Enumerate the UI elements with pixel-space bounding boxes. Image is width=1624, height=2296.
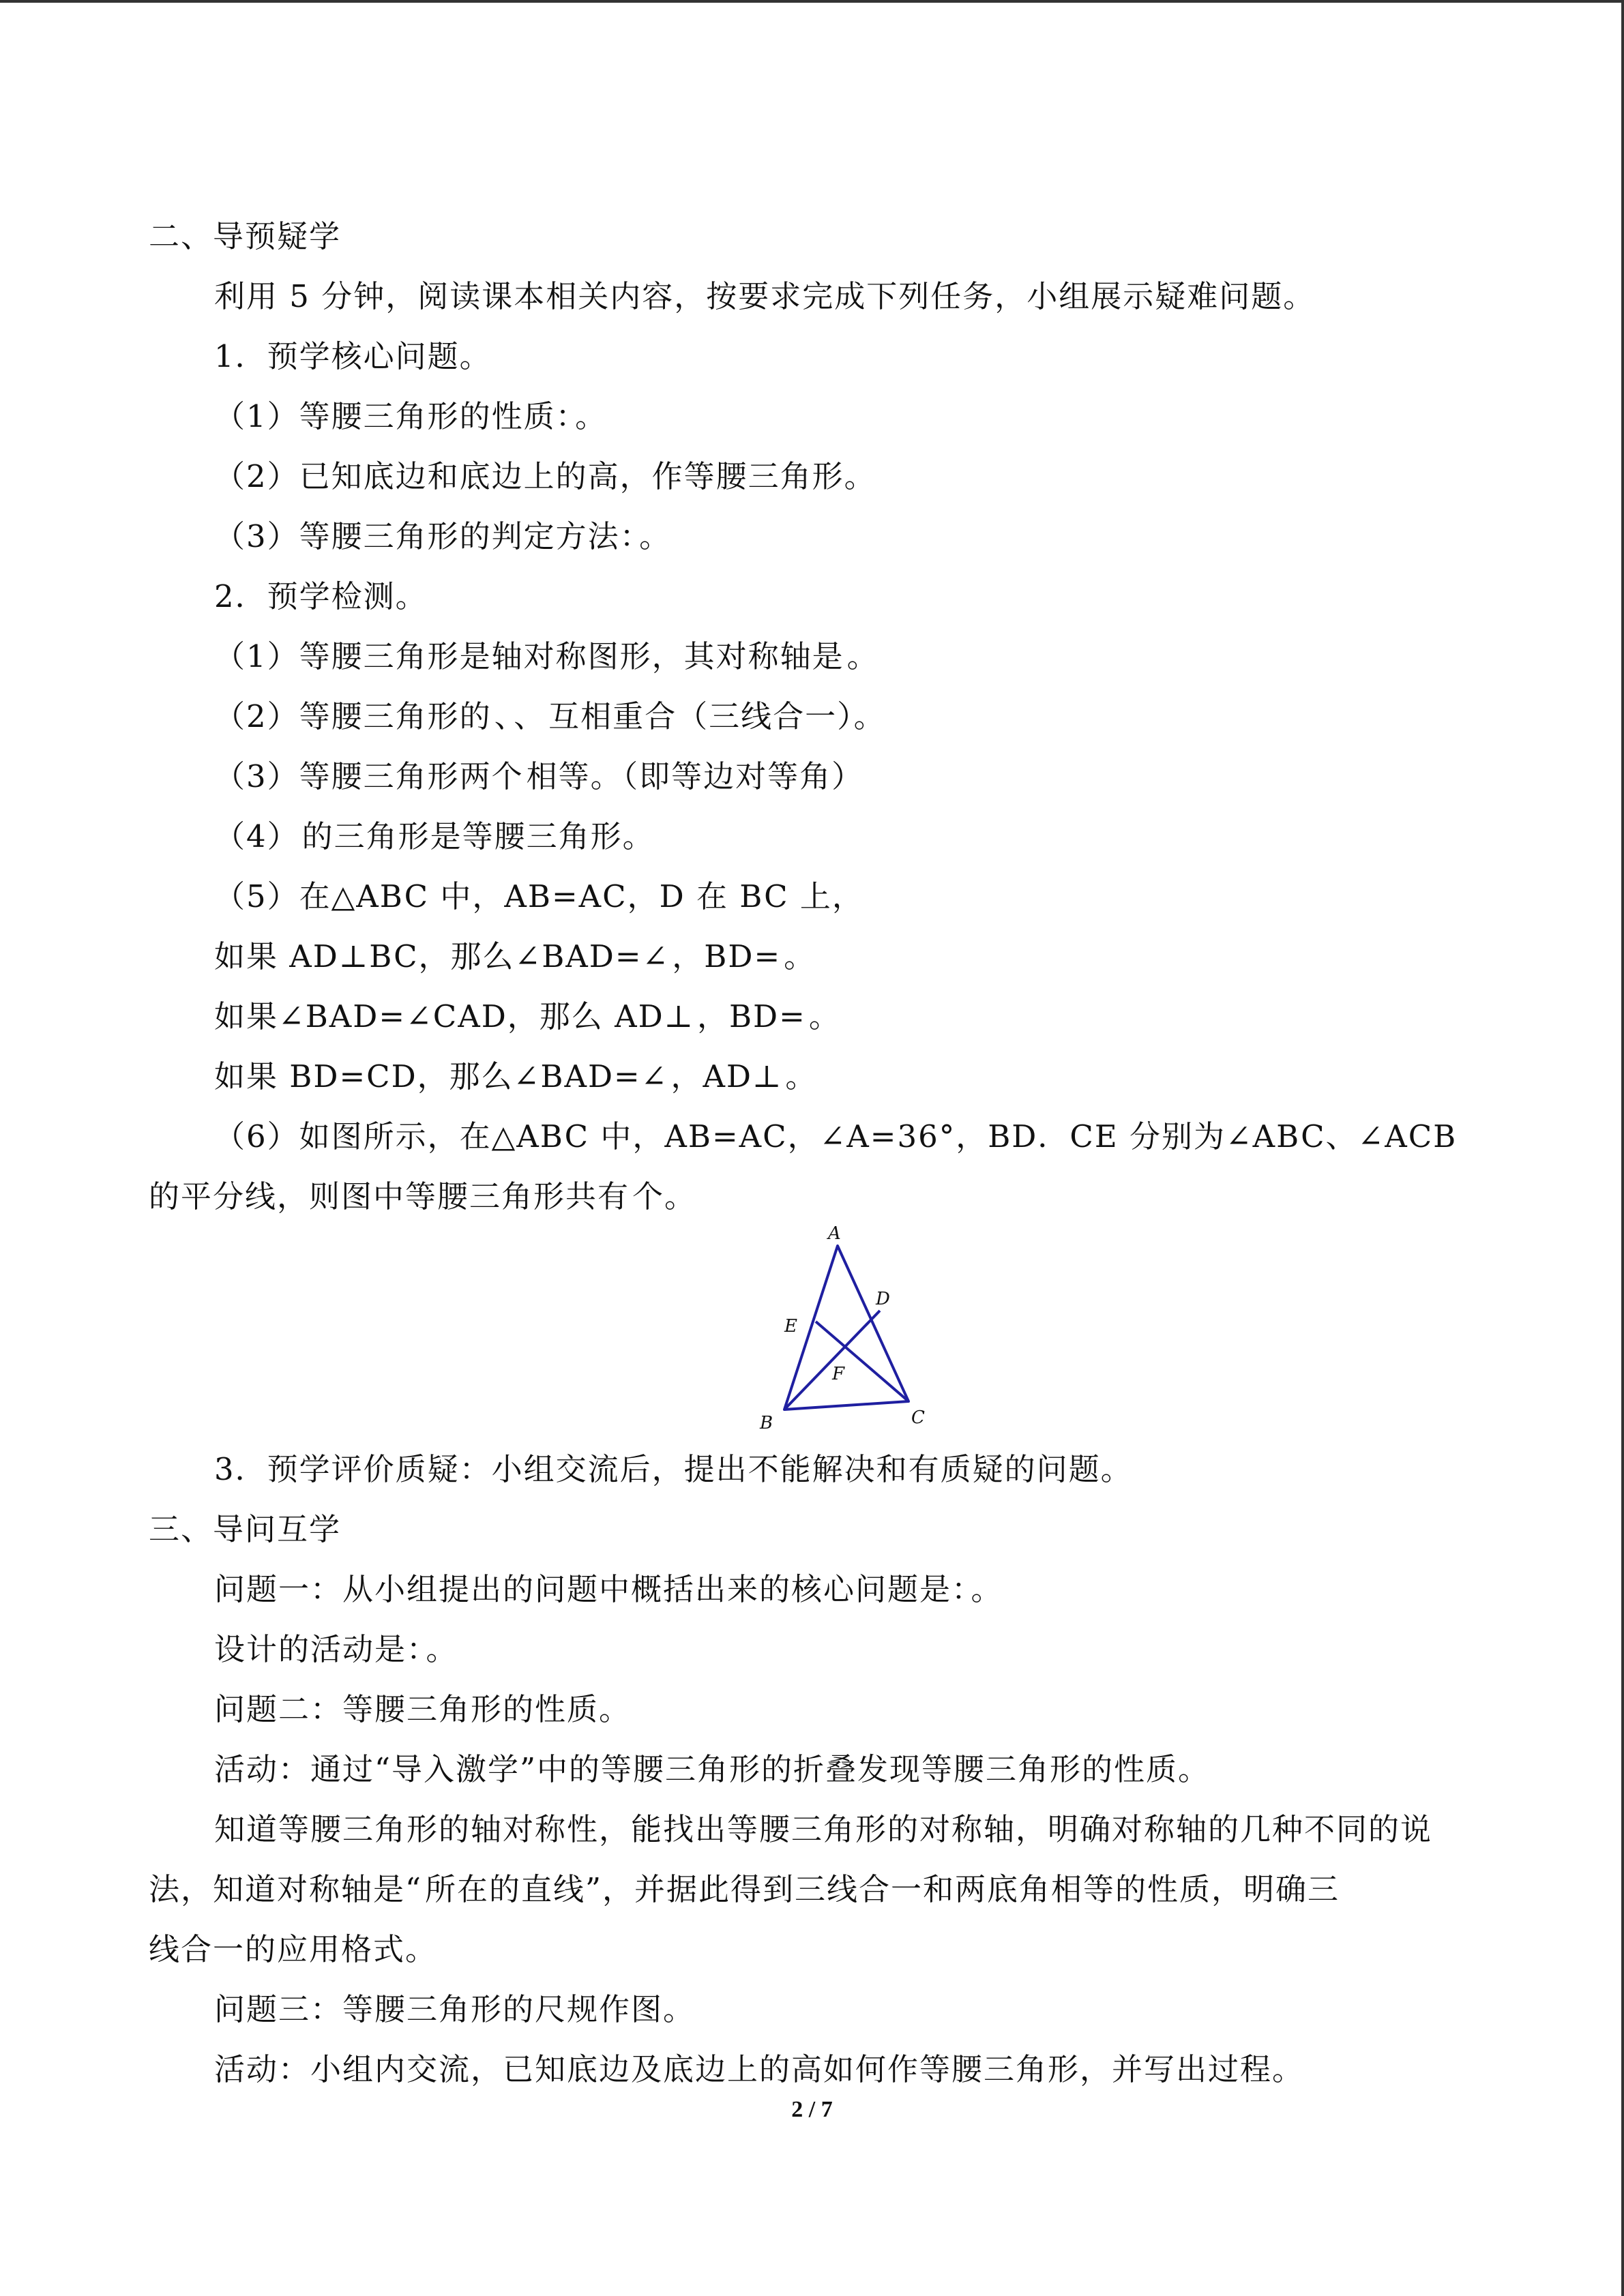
check-question-5a: 如果 AD⊥BC，那么∠BAD=∠，BD=。 bbox=[214, 938, 816, 974]
check-question-5c: 如果 BD=CD，那么∠BAD=∠，AD⊥。 bbox=[214, 1058, 818, 1094]
page-number: 2 / 7 bbox=[791, 2097, 833, 2122]
check-question-6-line1: （6）如图所示，在△ABC 中，AB=AC，∠A=36°，BD．CE 分别为∠ABC、∠ACB bbox=[214, 1118, 1458, 1154]
symmetry-paragraph-line3: 线合一的应用格式。 bbox=[149, 1931, 438, 1967]
page-top-border bbox=[0, 0, 1624, 3]
label-a: A bbox=[828, 1223, 841, 1244]
activity-2: 活动：通过“导入激学”中的等腰三角形的折叠发现等腰三角形的性质。 bbox=[214, 1751, 1211, 1787]
section2-intro: 利用 5 分钟，阅读课本相关内容，按要求完成下列任务，小组展示疑难问题。 bbox=[214, 278, 1316, 314]
problem-1: 问题一：从小组提出的问题中概括出来的核心问题是：。 bbox=[214, 1571, 1003, 1607]
check-question-5: （5）在△ABC 中，AB=AC，D 在 BC 上， bbox=[214, 878, 864, 914]
problem-2: 问题二：等腰三角形的性质。 bbox=[214, 1691, 632, 1727]
segment-be bbox=[784, 1311, 880, 1410]
core-question-1: （1）等腰三角形的性质：。 bbox=[214, 398, 608, 434]
check-question-2: （2）等腰三角形的、、互相重合（三线合一）。 bbox=[214, 698, 886, 734]
section2-heading: 二、导预疑学 bbox=[149, 218, 342, 254]
triangle-figure bbox=[750, 1217, 955, 1435]
core-question-3: （3）等腰三角形的判定方法：。 bbox=[214, 518, 672, 554]
check-title: 2．预学检测。 bbox=[214, 578, 428, 614]
check-question-4: （4）的三角形是等腰三角形。 bbox=[214, 818, 655, 854]
problem-3: 问题三：等腰三角形的尺规作图。 bbox=[214, 1991, 696, 2027]
label-e: E bbox=[784, 1316, 797, 1337]
symmetry-paragraph-line1: 知道等腰三角形的轴对称性，能找出等腰三角形的对称轴，明确对称轴的几种不同的说 bbox=[214, 1811, 1433, 1847]
check-question-1: （1）等腰三角形是轴对称图形，其对称轴是。 bbox=[214, 638, 879, 674]
core-questions-title: 1．预学核心问题。 bbox=[214, 338, 492, 374]
pre-study-evaluation: 3．预学评价质疑：小组交流后，提出不能解决和有质疑的问题。 bbox=[214, 1451, 1133, 1487]
triangle-diagram bbox=[750, 1217, 955, 1435]
check-question-3: （3）等腰三角形两个相等。（即等边对等角） bbox=[214, 758, 864, 794]
label-b: B bbox=[760, 1413, 773, 1433]
symmetry-paragraph-line2: 法，知道对称轴是“所在的直线”，并据此得到三线合一和两底角相等的性质，明确三 bbox=[149, 1871, 1340, 1907]
label-f: F bbox=[832, 1364, 845, 1384]
label-d: D bbox=[876, 1289, 890, 1309]
label-c: C bbox=[911, 1407, 925, 1428]
core-question-2: （2）已知底边和底边上的高，作等腰三角形。 bbox=[214, 458, 876, 494]
section3-heading: 三、导问互学 bbox=[149, 1511, 342, 1547]
activity-3: 活动：小组内交流，已知底边及底边上的高如何作等腰三角形，并写出过程。 bbox=[214, 2051, 1305, 2087]
check-question-6-line2: 的平分线，则图中等腰三角形共有个。 bbox=[149, 1178, 697, 1214]
check-question-5b: 如果∠BAD=∠CAD，那么 AD⊥，BD=。 bbox=[214, 998, 841, 1034]
activity-design: 设计的活动是：。 bbox=[214, 1631, 458, 1667]
